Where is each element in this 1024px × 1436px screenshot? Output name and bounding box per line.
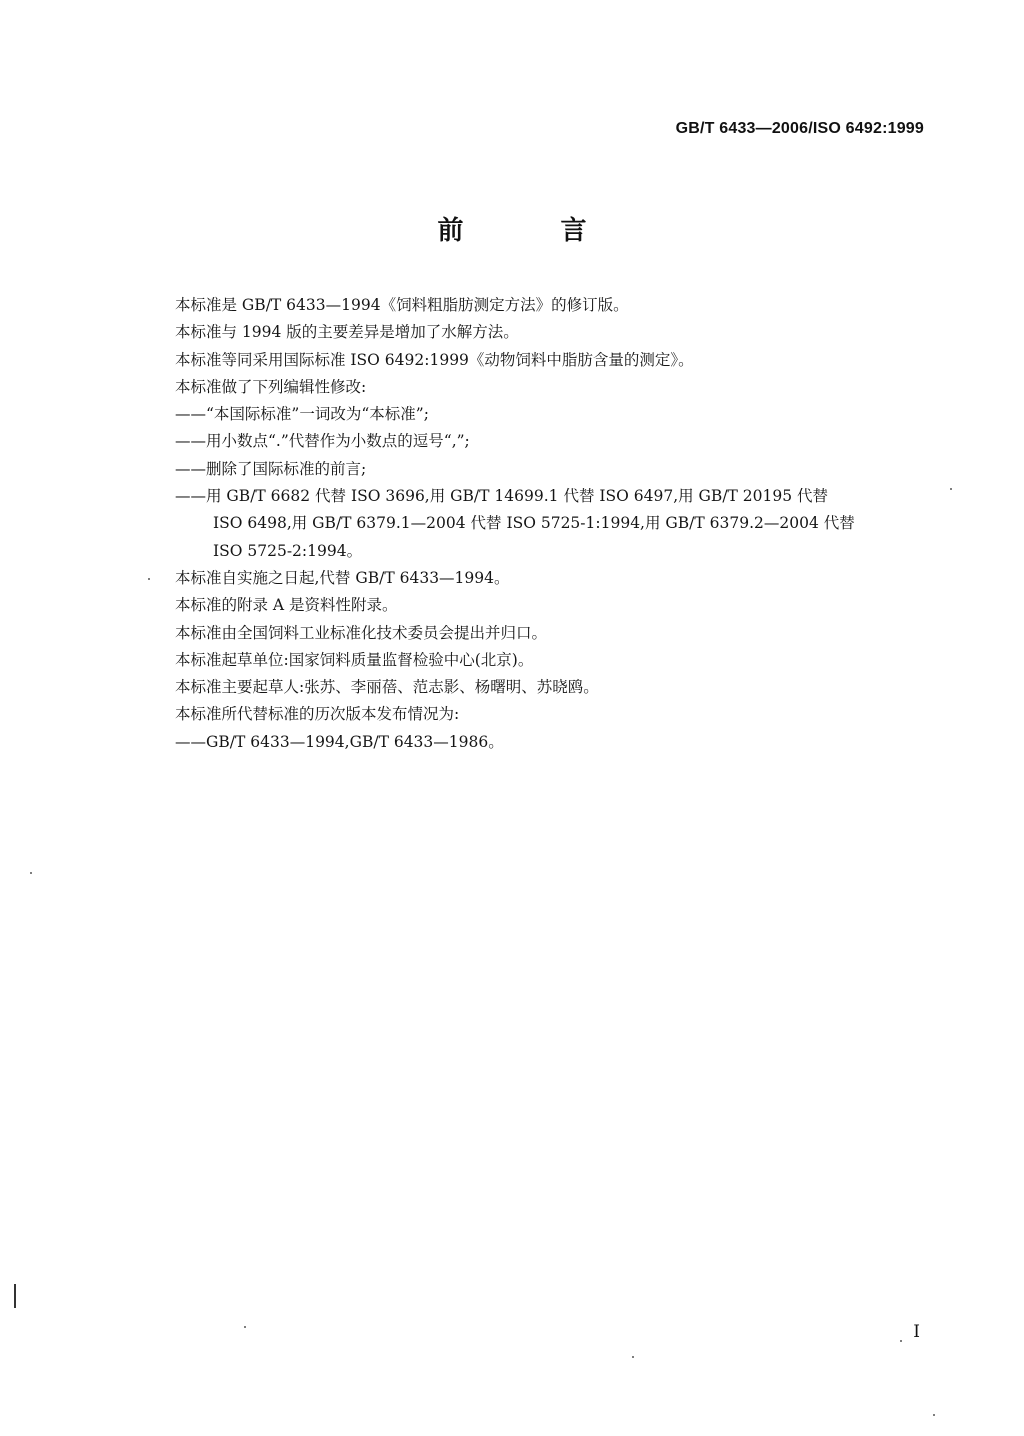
list-item-decimal-point: ——用小数点“.”代替作为小数点的逗号“,”; <box>175 432 470 451</box>
standard-code-header: GB/T 6433—2006/ISO 6492:1999 <box>675 120 924 137</box>
scan-speck <box>933 1414 935 1416</box>
list-item-history-versions: ——GB/T 6433—1994,GB/T 6433—1986。 <box>175 732 504 751</box>
paragraph-proposed-by: 本标准由全国饲料工业标准化技术委员会提出并归口。 <box>175 623 548 642</box>
paragraph-drafters: 本标准主要起草人:张苏、李丽蓓、范志影、杨曙明、苏晓鸥。 <box>175 678 599 697</box>
scan-speck <box>30 872 32 874</box>
list-item-term-change: ——“本国际标准”一词改为“本标准”; <box>175 405 429 424</box>
scan-speck <box>244 1326 246 1328</box>
scan-speck <box>950 488 952 490</box>
page-number: I <box>913 1322 920 1342</box>
list-item-standard-replacements: ——用 GB/T 6682 代替 ISO 3696,用 GB/T 14699.1 代替 ISO 6497,用 GB/T 20195 代替 <box>175 487 829 506</box>
list-item-foreword-removed: ——删除了国际标准的前言; <box>175 459 367 478</box>
paragraph-main-difference: 本标准与 1994 版的主要差异是增加了水解方法。 <box>175 323 519 342</box>
paragraph-annex-note: 本标准的附录 A 是资料性附录。 <box>175 596 398 615</box>
scan-artifact-mark <box>14 1284 16 1308</box>
paragraph-revision-note: 本标准是 GB/T 6433—1994《饲料粗脂肪测定方法》的修订版。 <box>175 296 629 314</box>
scan-speck <box>632 1356 634 1358</box>
foreword-body <box>175 292 925 756</box>
scan-speck <box>148 578 150 580</box>
paragraph-drafting-unit: 本标准起草单位:国家饲料质量监督检验中心(北京)。 <box>175 650 534 669</box>
scan-speck <box>900 1340 902 1342</box>
page-title: 前 言 <box>437 216 631 246</box>
paragraph-history-intro: 本标准所代替标准的历次版本发布情况为: <box>175 705 460 724</box>
list-item-standard-replacements-end: ISO 5725-2:1994。 <box>213 541 363 560</box>
paragraph-replaces: 本标准自实施之日起,代替 GB/T 6433—1994。 <box>175 568 510 587</box>
paragraph-editorial-changes-intro: 本标准做了下列编辑性修改: <box>175 377 367 396</box>
list-item-standard-replacements-continued: ISO 6498,用 GB/T 6379.1—2004 代替 ISO 5725-1:1994,用 GB/T 6379.2—2004 代替 <box>213 514 855 533</box>
paragraph-equivalent-standard: 本标准等同采用国际标准 ISO 6492:1999《动物饲料中脂肪含量的测定》。 <box>175 350 694 369</box>
